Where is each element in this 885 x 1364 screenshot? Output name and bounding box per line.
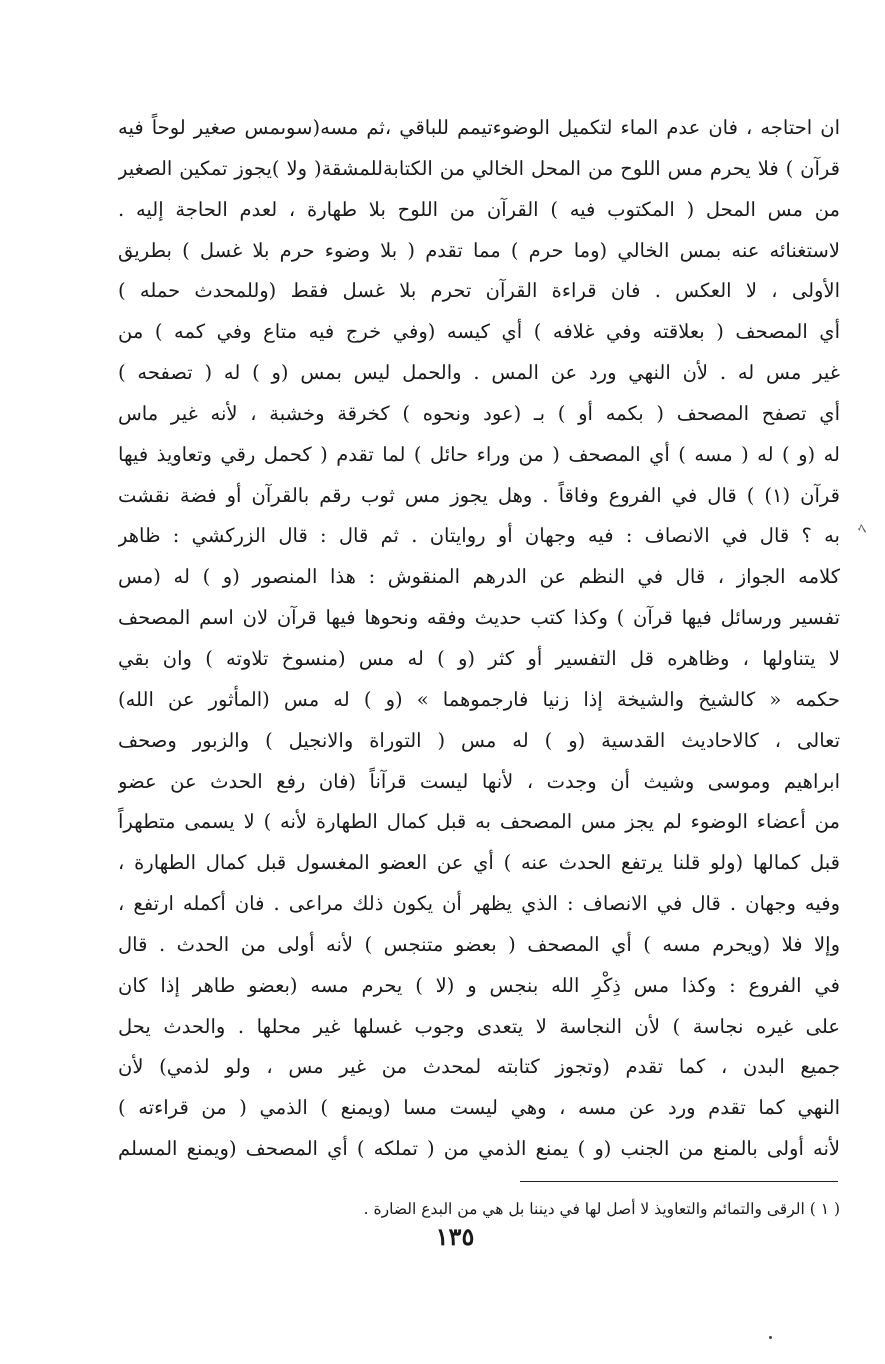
footnote-divider (520, 1181, 838, 1182)
page-number: ١٣٥ (435, 1222, 475, 1251)
margin-pencil-mark: ﾍ (858, 519, 867, 538)
text-line: أي المصحف ( بعلاقته وفي غلافه ) أي كيسه (وفي خرج فيه متاع وفي كمه ) من (118, 320, 840, 344)
text-line: وإلا فلا (ويحرم مسه ) أي المصحف ( بعضو متنجس ) لأنه أولى من الحدث . قال (118, 932, 840, 956)
text-line: أي تصفح المصحف ( بكمه أو ) بـ (عود ونحوه ) كخرقة وخشبة ، لأنه غير ماس (118, 401, 840, 425)
scan-speck (769, 1336, 772, 1339)
text-line: في الفروع : وكذا مس ذِكْرِ الله بنجس و (لا ) يحرم مسه (بعضو طاهر إذا كان (118, 973, 840, 997)
text-line: حكمه « كالشيخ والشيخة إذا زنيا فارجموهما » (و ) له مس (المأثور عن الله) (118, 687, 840, 711)
text-line: ان احتاجه ، فان عدم الماء لتكميل الوضوءتيمم للباقي ،ثم مسه(سوىمس صغير لوحاً فيه (118, 116, 840, 139)
text-line: قرآن (١) ) قال في الفروع وفاقاً . وهل يجوز مس ثوب رقم بالقرآن أو فضة نقشت (118, 483, 840, 507)
text-line: لا يتناولها ، وظاهره قل التفسير أو كثر (و ) له مس (منسوخ تلاوته ) وان بقي (118, 646, 840, 670)
text-line: الأولى ، لا العكس . فان قراءة القرآن تحرم بلا غسل فقط (وللمحدث حمله ) (118, 279, 840, 303)
text-line: تعالى ، كالاحاديث القدسية (و ) له مس ( التوراة والانجيل ) والزبور وصحف (118, 728, 840, 752)
text-line: به ؟ قال في الانصاف : فيه وجهان أو روايتان . ثم قال : قال الزركشي : ظاهر (118, 524, 840, 548)
text-line: له (و ) له ( مسه ) أي المصحف ( من وراء حائل ) لما تقدم ( كحمل رقي وتعاويذ فيها (118, 442, 840, 466)
text-line: من أعضاء الوضوء لم يجز مس المصحف به قبل كمال الطهارة لأنه ) لا يسمى متطهراً (118, 810, 840, 834)
text-line: من مس المحل ( المكتوب فيه ) القرآن من اللوح بلا طهارة ، لعدم الحاجة إليه . (118, 197, 840, 221)
text-line: جميع البدن ، كما تقدم (وتجوز كتابته لمحدث من غير مس ، ولو لذمي) لأن (118, 1055, 840, 1079)
text-line: النهي كما تقدم ورد عن مسه ، وهي ليست مسا (ويمنع ) الذمي ( من قراءته ) (118, 1096, 840, 1120)
footnote: ( ١ ) الرقى والتمائم والتعاويذ لا أصل لها في ديننا بل هي من البدع الضارة . (363, 1200, 840, 1218)
text-line: ابراهيم وموسى وشيث أن وجدت ، لأنها ليست قرآناً (فان رفع الحدث عن عضو (118, 769, 840, 793)
text-line: غير مس له . لأن النهي ورد عن المس . والحمل ليس بمس (و ) له ( تصفحه ) (118, 361, 840, 385)
text-line: لاستغنائه عنه بمس الخالي (وما حرم ) مما تقدم ( بلا وضوء حرم بلا غسل ) بطريق (118, 238, 840, 262)
text-line: قبل كمالها (ولو قلنا يرتفع الحدث عنه ) أي عن العضو المغسول قبل كمال الطهارة ، (118, 851, 840, 875)
text-line: كلامه الجواز ، قال في النظم عن الدرهم المنقوش : هذا المنصور (و ) له (مس (118, 565, 840, 589)
text-line: على غيره نجاسة ) لأن النجاسة لا يتعدى وجوب غسلها غير محلها . والحدث يحل (118, 1014, 840, 1038)
text-line: لأنه أولى بالمنع من الجنب (و ) يمنع الذمي من ( تملكه ) أي المصحف (ويمنع المسلم (118, 1137, 840, 1161)
text-line: قرآن ) فلا يحرم مس اللوح من المحل الخالي من الكتابةللمشقة( ولا )يجوز تمكين الصغير (118, 156, 840, 180)
text-line: تفسير ورسائل فيها قرآن ) وكذا كتب حديث وفقه ونحوها فيها قرآن لان اسم المصحف (118, 606, 840, 630)
text-line: وفيه وجهان . قال في الانصاف : الذي يظهر أن يكون ذلك مراعى . فان أكمله ارتفع ، (118, 892, 840, 916)
main-text-block (118, 108, 840, 1170)
